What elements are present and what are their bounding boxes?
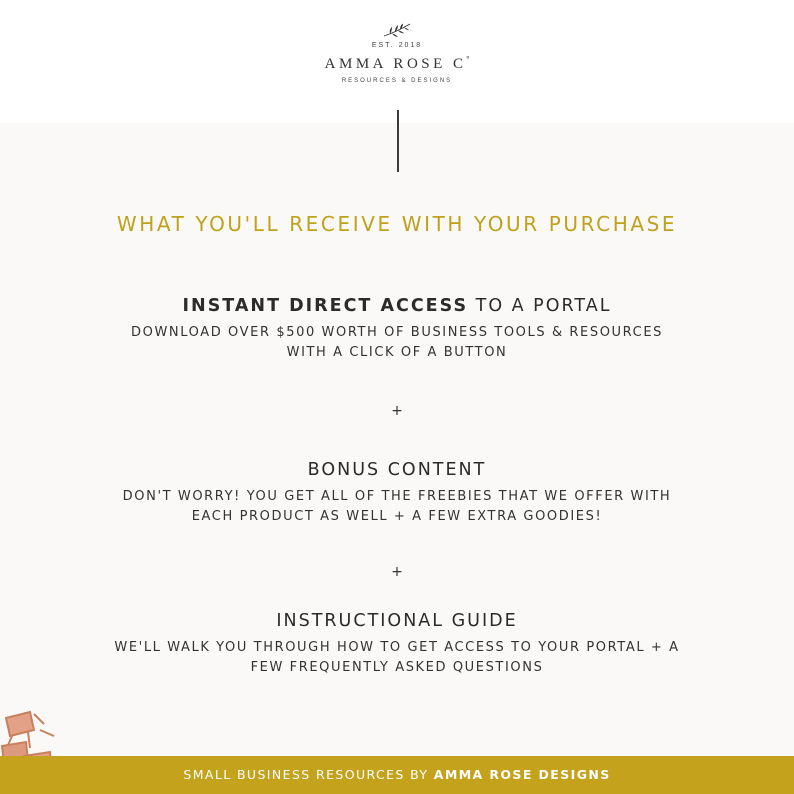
- section-description: [0, 638, 794, 678]
- section-description: [0, 487, 794, 527]
- description-line: WE'LL WALK YOU THROUGH HOW TO GET ACCESS TO YOUR PORTAL + A: [114, 640, 680, 655]
- brand-name: [0, 54, 794, 73]
- section-title: INSTRUCTIONAL GUIDE: [276, 611, 518, 631]
- brand-logo: [0, 22, 794, 84]
- section-title-bold: INSTANT DIRECT ACCESS: [182, 296, 469, 316]
- page-headline: WHAT YOU'LL RECEIVE WITH YOUR PURCHASE: [116, 212, 678, 236]
- vertical-divider: [397, 110, 399, 172]
- footer-text: SMALL BUSINESS RESOURCES BY: [183, 767, 434, 782]
- est-text: EST. 2018: [371, 42, 423, 49]
- section-portal-access: [0, 296, 794, 363]
- footer-brand: AMMA ROSE DESIGNS: [433, 767, 611, 782]
- header-band: [0, 0, 794, 123]
- section-title-rest: TO A PORTAL: [468, 296, 612, 316]
- footer-banner: [0, 756, 794, 794]
- section-title: [0, 296, 794, 316]
- brand-text: AMMA ROSE C: [324, 56, 467, 72]
- plus-separator: +: [391, 564, 403, 580]
- plus-separator: +: [391, 403, 403, 419]
- section-title: BONUS CONTENT: [307, 460, 487, 480]
- section-description: [0, 323, 794, 363]
- section-instructional-guide: [0, 611, 794, 678]
- description-line: WITH A CLICK OF A BUTTON: [286, 345, 508, 360]
- description-line: EACH PRODUCT AS WELL + A FEW EXTRA GOODIES!: [191, 509, 603, 524]
- olive-branch-icon: [382, 22, 412, 38]
- description-line: DON'T WORRY! YOU GET ALL OF THE FREEBIES THAT WE OFFER WITH: [122, 489, 672, 504]
- section-bonus-content: [0, 460, 794, 527]
- brand-tagline: RESOURCES & DESIGNS: [341, 78, 453, 84]
- description-line: DOWNLOAD OVER $500 WORTH OF BUSINESS TOOLS & RESOURCES: [131, 325, 663, 340]
- description-line: FEW FREQUENTLY ASKED QUESTIONS: [250, 660, 544, 675]
- brand-superscript: º: [466, 54, 470, 64]
